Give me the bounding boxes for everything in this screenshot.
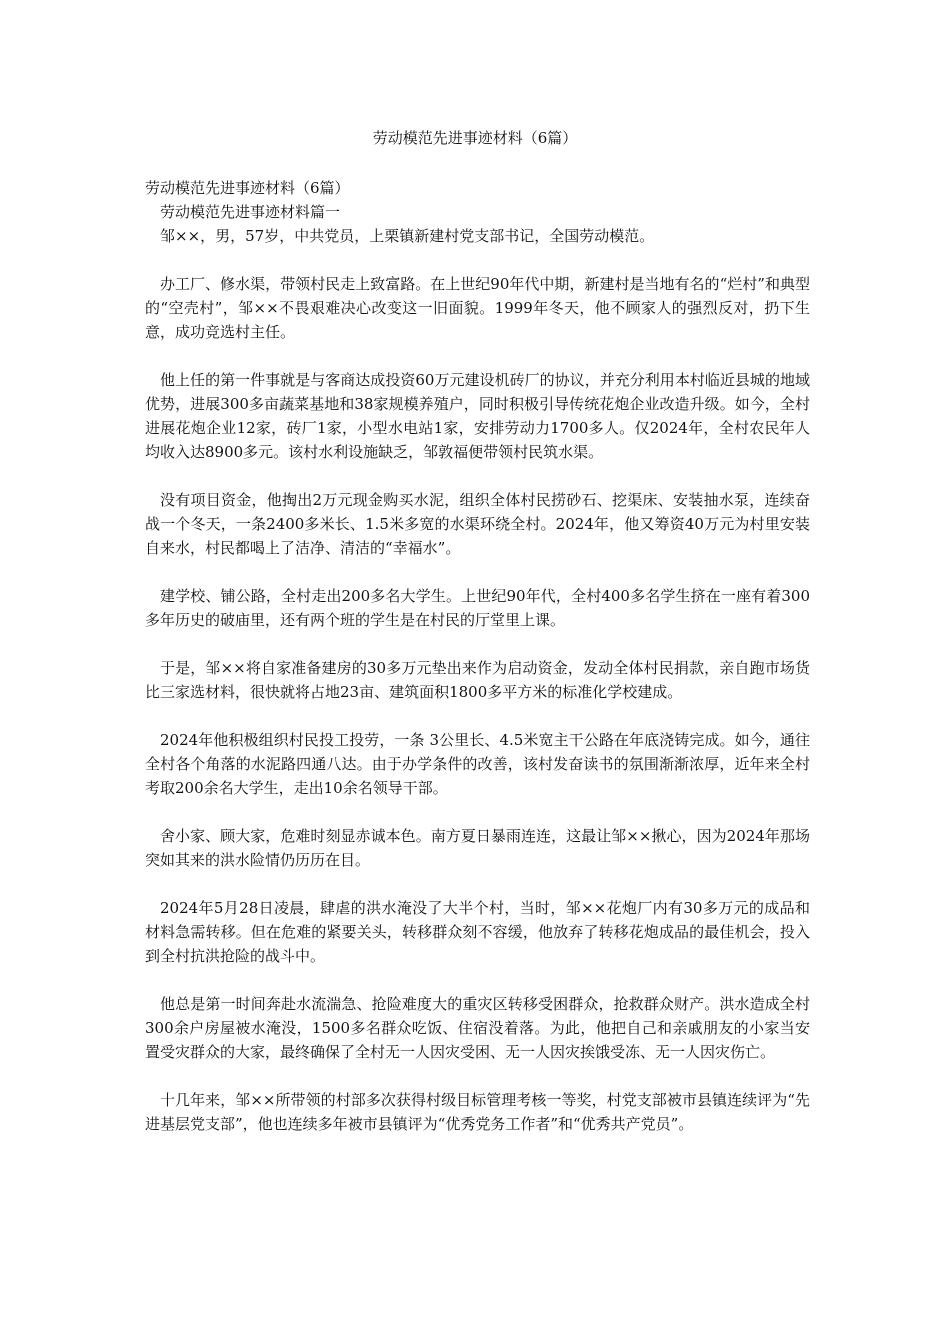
paragraph: 十几年来，邹××所带领的村部多次获得村级目标管理考核一等奖，村党支部被市县镇连续评为“先进基层党支部”，他也连续多年被市县镇评为“优秀党务工作者”和“优秀共产党员”。 <box>145 1091 810 1133</box>
paragraph: 2024年5月28日凌晨，肆虐的洪水淹没了大半个村，当时，邹××花炮厂内有30多万元的成品和材料急需转移。但在危难的紧要关头，转移群众刻不容缓，他放弃了转移花炮成品的最佳机会，投入到全村抗洪抢险的战斗中。 <box>145 899 810 965</box>
paragraph: 建学校、铺公路，全村走出200多名大学生。上世纪90年代，全村400多名学生挤在一座有着300多年历史的破庙里，还有两个班的学生是在村民的厅堂里上课。 <box>145 587 810 629</box>
paragraph: 2024年他积极组织村民投工投劳，一条 3公里长、4.5米宽主干公路在年底浇铸完成。如今，通往全村各个角落的水泥路四通八达。由于办学条件的改善，该村发奋读书的氛围渐渐浓厚，近年来全村考取200余名大学生，走出10余名领导干部。 <box>145 731 810 797</box>
paragraph: 他总是第一时间奔赴水流湍急、抢险难度大的重灾区转移受困群众，抢救群众财产。洪水造成全村300余户房屋被水淹没，1500多名群众吃饭、住宿没着落。为此，他把自己和亲戚朋友的小家当安置受灾群众的大家，最终确保了全村无一人因灾受困、无一人因灾挨饿受冻、无一人因灾伤亡。 <box>145 995 810 1061</box>
intro-line: 邹××，男，57岁，中共党员，上栗镇新建村党支部书记，全国劳动模范。 <box>160 227 655 245</box>
section-heading: 劳动模范先进事迹材料篇一 <box>160 203 341 221</box>
document-heading: 劳动模范先进事迹材料（6篇） <box>145 179 350 197</box>
paragraph: 他上任的第一件事就是与客商达成投资60万元建设机砖厂的协议，并充分利用本村临近县城的地域优势，进展300多亩蔬菜基地和38家规模养殖户，同时积极引导传统花炮企业改造升级。如今，全村进展花炮企业12家，砖厂1家，小型水电站1家，安排劳动力1700多人。仅2024年，全村农民年人均收入达8900多元。该村水利设施缺乏，邹敦福便带领村民筑水渠。 <box>145 371 810 461</box>
paragraph: 舍小家、顾大家，危难时刻显赤诚本色。南方夏日暴雨连连，这最让邹××揪心，因为2024年那场突如其来的洪水险情仍历历在目。 <box>145 827 810 869</box>
document-title: 劳动模范先进事迹材料（6篇） <box>372 129 578 147</box>
paragraph: 于是，邹××将自家准备建房的30多万元垫出来作为启动资金，发动全体村民捐款，亲自跑市场货比三家选材料，很快就将占地23亩、建筑面积1800多平方米的标准化学校建成。 <box>145 659 810 701</box>
paragraph: 没有项目资金，他掏出2万元现金购买水泥，组织全体村民捞砂石、挖渠床、安装抽水泵，连续奋战一个冬天，一条2400多米长、1.5米多宽的水渠环绕全村。2024年，他又筹资40万元为村里安装自来水，村民都喝上了洁净、清洁的“幸福水”。 <box>145 491 810 557</box>
document-body <box>145 176 810 1160</box>
paragraph: 办工厂、修水渠，带领村民走上致富路。在上世纪90年代中期，新建村是当地有名的“烂村”和典型的“空壳村”，邹××不畏艰难决心改变这一旧面貌。1999年冬天，他不顾家人的强烈反对，扔下生意，成功竞选村主任。 <box>145 275 810 341</box>
